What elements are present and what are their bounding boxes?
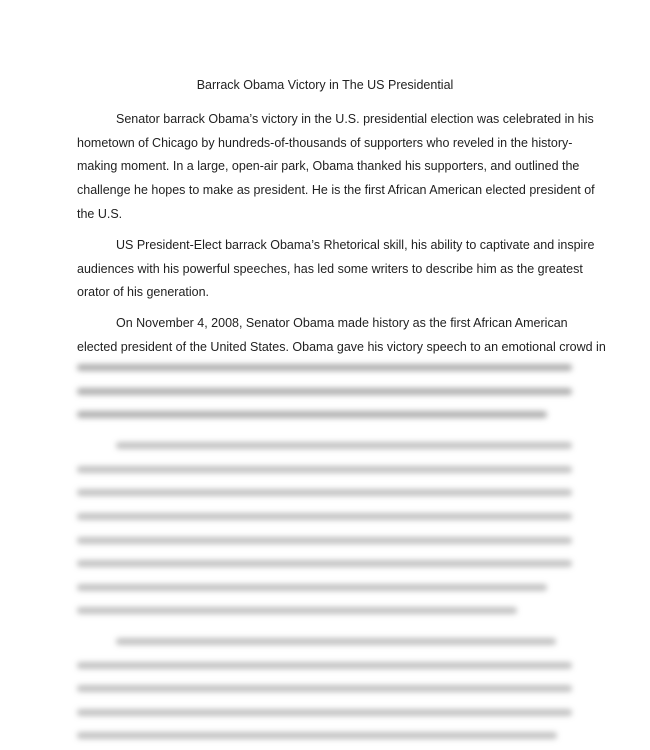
blurred-preview-region [0, 346, 650, 750]
paragraph-1-line-4: challenge he hopes to make as president. He is the first African American elected president of [77, 183, 595, 197]
paragraph-1-line-1: Senator barrack Obama’s victory in the U.S. presidential election was celebrated in his [116, 112, 594, 126]
blurred-text-line [77, 466, 572, 473]
blurred-text-line [77, 560, 572, 567]
paragraph-1-line-3: making moment. In a large, open-air park, Obama thanked his supporters, and outlined the [77, 159, 580, 173]
blurred-text-line [77, 537, 572, 544]
paragraph-3-line-2: elected president of the United States. Obama gave his victory speech to an emotional crowd in [77, 340, 606, 354]
paragraph-1-line-5: the U.S. [77, 207, 123, 221]
paragraph-2-line-3: orator of his generation. [77, 285, 210, 299]
paragraph-3-line-1: On November 4, 2008, Senator Obama made history as the first African American [116, 316, 568, 330]
paragraph-2-line-1: US President-Elect barrack Obama’s Rhetorical skill, his ability to captivate and inspire [116, 238, 595, 252]
blurred-text-line [77, 709, 572, 716]
paragraph-1-line-2: hometown of Chicago by hundreds-of-thousands of supporters who reveled in the history- [77, 136, 573, 150]
blurred-text-line [116, 442, 572, 449]
blurred-text-line [77, 685, 572, 692]
blurred-text-line [77, 607, 517, 614]
blurred-text-line [77, 584, 547, 591]
blurred-text-line [77, 364, 572, 371]
document-title: Barrack Obama Victory in The US Presidential [196, 78, 454, 92]
blurred-text-line [77, 388, 572, 395]
blurred-text-line [77, 662, 572, 669]
blurred-text-line [77, 513, 572, 520]
blurred-text-line [116, 638, 556, 645]
blurred-text-line [77, 411, 547, 418]
paragraph-2-line-2: audiences with his powerful speeches, has led some writers to describe him as the greatest [77, 262, 583, 276]
blurred-text-line [77, 489, 572, 496]
blurred-text-line [77, 732, 557, 739]
